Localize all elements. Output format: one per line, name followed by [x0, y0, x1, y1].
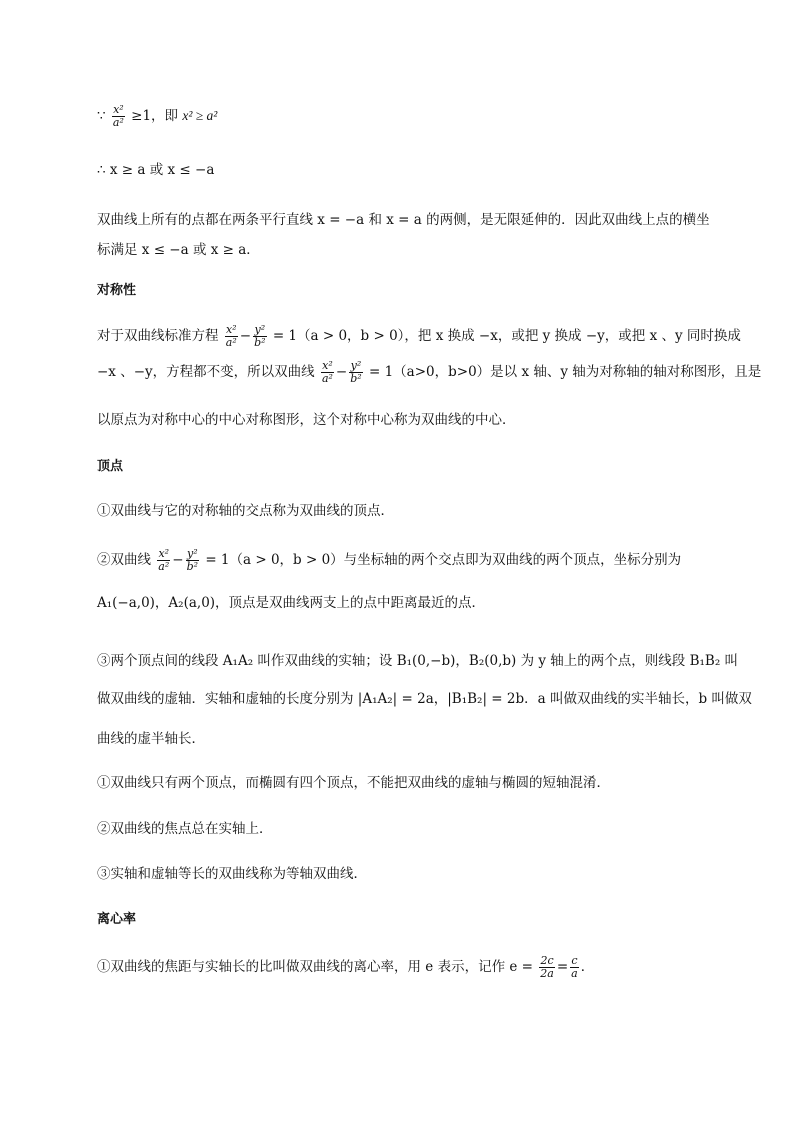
range-line-1 [97, 104, 737, 129]
fraction-x2-a2-c: $\frac{\text{x²}}{\text{a²}}$ [158, 547, 170, 573]
vertex-item-1: ①双曲线与它的对称轴的交点称为双曲线的顶点． [97, 503, 394, 519]
symmetry-line-3: 以原点为对称中心的中心对称图形，这个对称中心称为双曲线的中心． [97, 412, 516, 428]
vertex-note-1: ①双曲线只有两个顶点，而椭圆有四个顶点，不能把双曲线的虚轴与椭圆的短轴混淆． [97, 775, 610, 791]
because-symbol: ∵ [97, 108, 106, 124]
eccentricity-heading: 离心率 [97, 912, 137, 927]
vertex-item-2-line-1: ②双曲线 $\frac{\text{x²}}{\text{a²}}$ − $\frac{\text{y²}}{\text{b²}}$ = 1（a > 0，b > 0）与坐标轴的两个交点即为双曲线的两个顶点，坐标分别为 [97, 547, 682, 573]
vertex-item-2-line-2: A₁(−a,0)，A₂(a,0)，顶点是双曲线两支上的点中距离最近的点． [97, 595, 486, 611]
range-line-1-tail: x² ≥ a² [182, 108, 218, 123]
fraction-y2-b2-c: $\frac{\text{y²}}{\text{b²}}$ [186, 547, 199, 573]
fraction-x2-a2-b: $\frac{\text{x²}}{\text{a²}}$ [321, 359, 333, 385]
vertex-note-2: ②双曲线的焦点总在实轴上． [97, 821, 273, 837]
symmetry-line-1: 对于双曲线标准方程 $\frac{\text{x²}}{\text{a²}}$ − $\frac{\text{y²}}{\text{b²}}$ = 1（a > 0，b > 0），把 x 换成 −x，或把 y 换成 −y，或把 x 、y 同时换成 [97, 323, 741, 349]
vertex-heading: 顶点 [97, 459, 124, 474]
vertex-item-3-line-1: ③两个顶点间的线段 A₁A₂ 叫作双曲线的实轴；设 B₁(0,−b)，B₂(0,b) 为 y 轴上的两个点，则线段 B₁B₂ 叫 [97, 653, 739, 669]
range-line-1-text: ≥1，即 [131, 108, 179, 124]
vertex-item-3-line-3: 曲线的虚半轴长． [97, 731, 205, 747]
vertex-note-3: ③实轴和虚轴等长的双曲线称为等轴双曲线． [97, 866, 367, 882]
symmetry-line-2: −x 、−y，方程都不变，所以双曲线 $\frac{\text{x²}}{\text{a²}}$ − $\frac{\text{y²}}{\text{b²}}$ = 1（a>0，b>0）是以 x 轴、y 轴为对称轴的轴对称图形，且是 [97, 359, 762, 385]
eccentricity-item-1: ①双曲线的焦距与实轴长的比叫做双曲线的离心率，用 e 表示，记作 e = $\frac{2c}{2a}$ = $\frac{c}{a}$ ． [97, 954, 595, 980]
fraction-x2-a2: $\frac{\text{x²}}{\text{a²}}$ [225, 323, 237, 349]
range-line-2: ∴ x ≥ a 或 x ≤ −a [97, 162, 215, 178]
fraction-y2-b2: $\frac{\text{y²}}{\text{b²}}$ [254, 323, 266, 349]
vertex-item-3-line-2: 做双曲线的虚轴．实轴和虚轴的长度分别为 |A₁A₂| = 2a，|B₁B₂| = 2b．a 叫做双曲线的实半轴长，b 叫做双 [97, 691, 752, 707]
range-paragraph: 双曲线上所有的点都在两条平行直线 x = −a 和 x = a 的两侧，是无限延伸的．因此双曲线上点的横坐标满足 x ≤ −a 或 x ≥ a． [97, 212, 710, 258]
fraction-x2-over-a2: $\frac{\text{x²}}{\text{a²}}$ [112, 103, 124, 129]
fraction-c-a: $\frac{c}{a}$ [571, 954, 578, 980]
fraction-2c-2a: $\frac{2c}{2a}$ [540, 954, 554, 980]
fraction-y2-b2-b: $\frac{\text{y²}}{\text{b²}}$ [350, 359, 362, 385]
symmetry-heading: 对称性 [97, 283, 137, 298]
